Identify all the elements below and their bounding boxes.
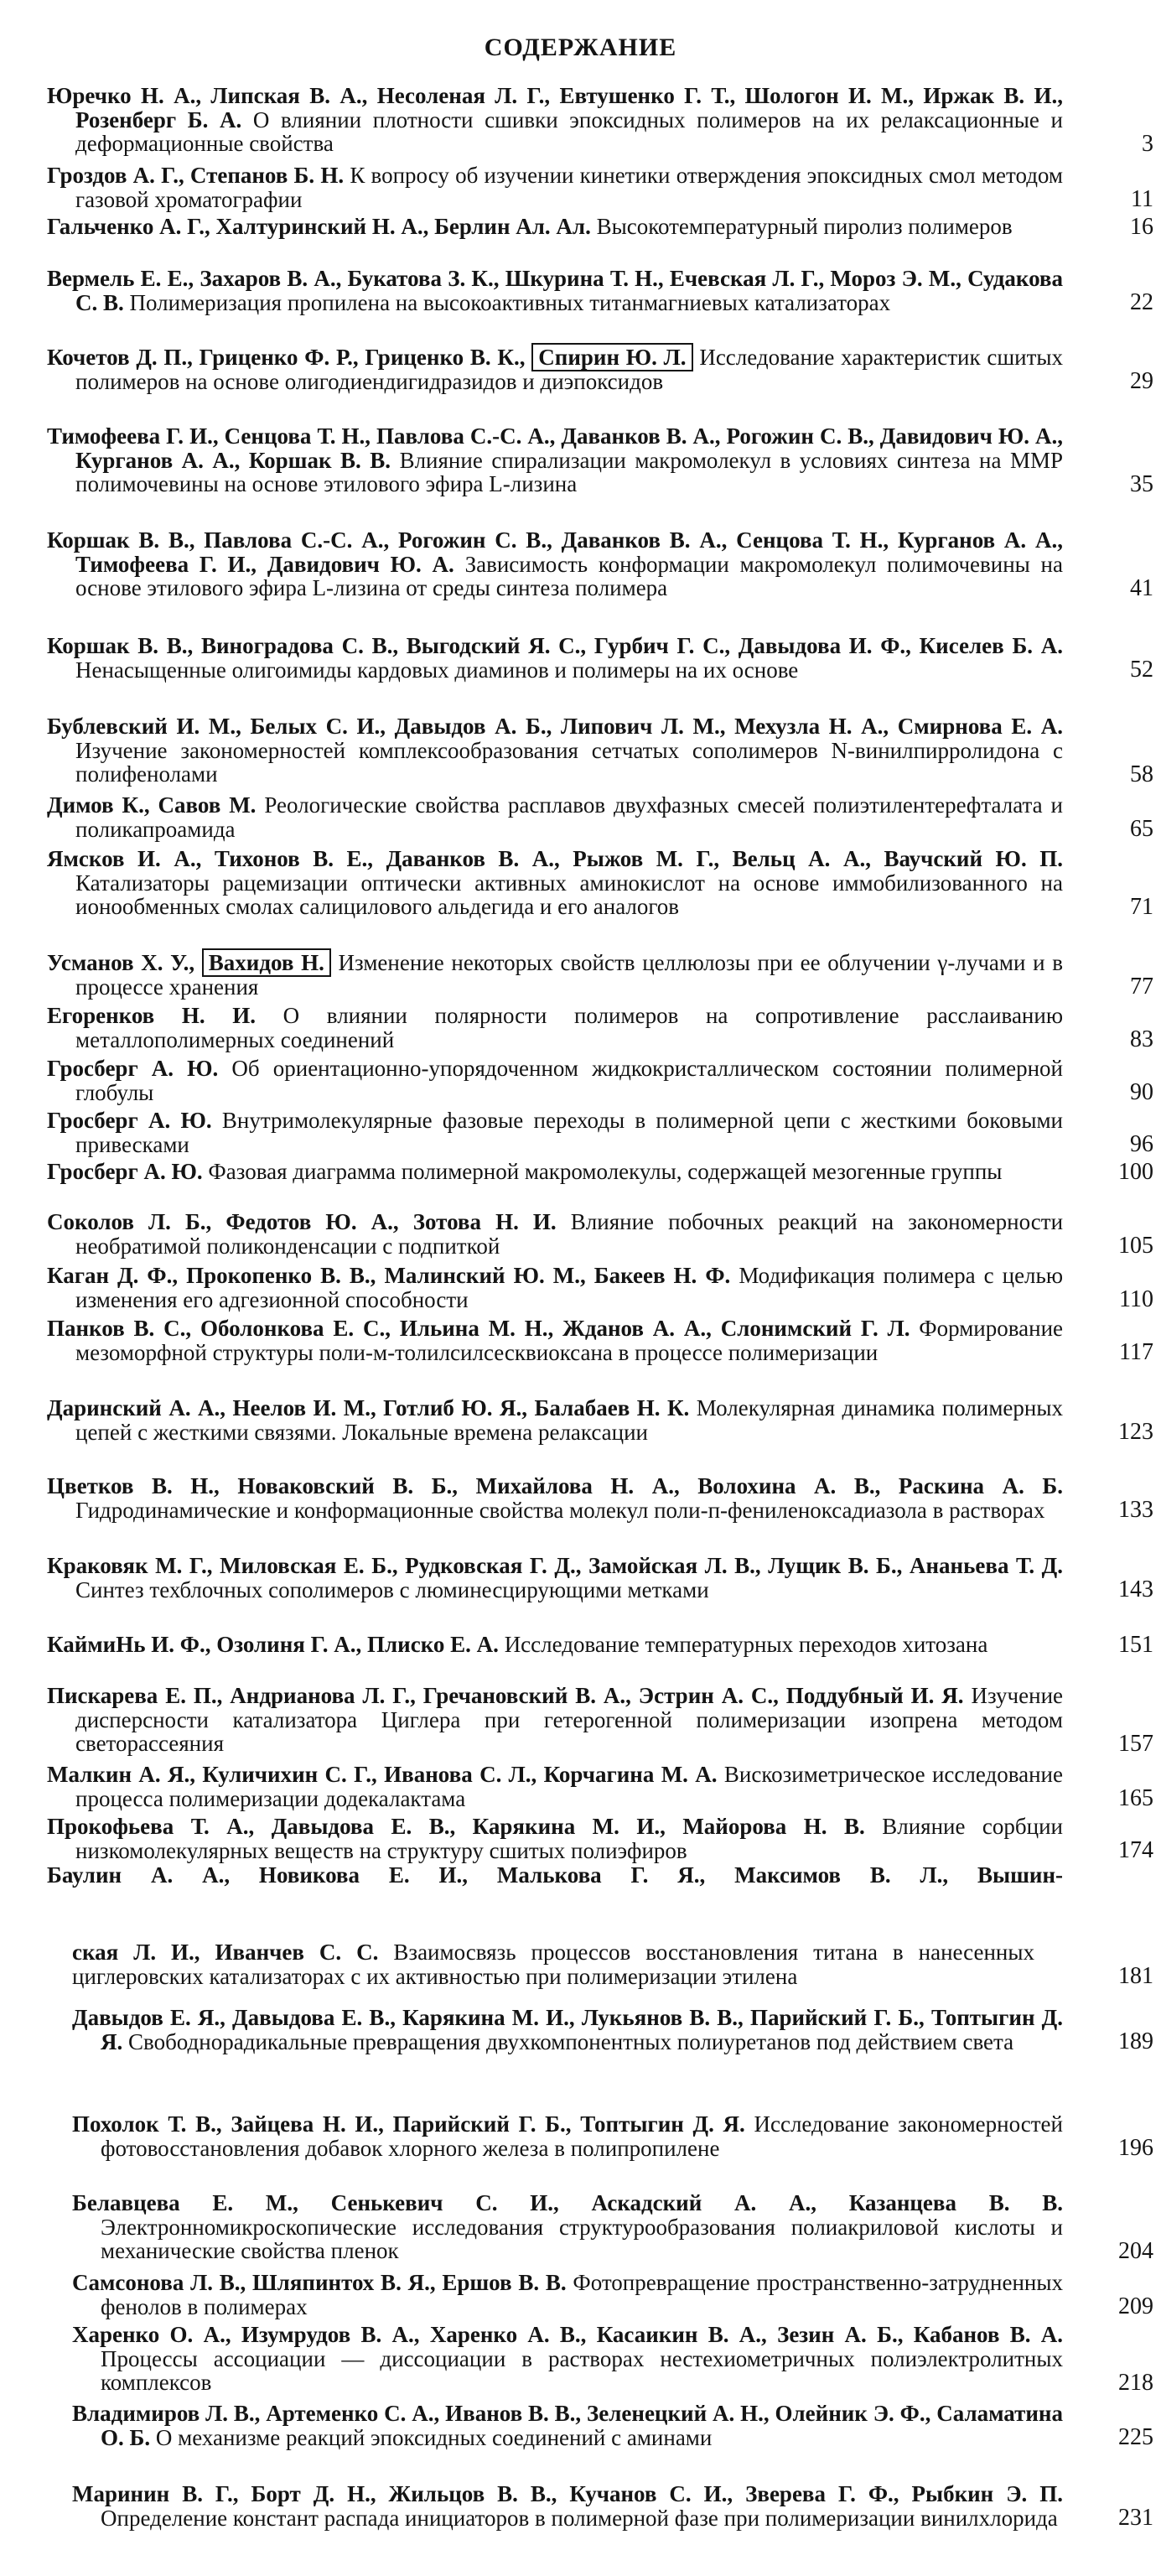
entry-title: Формирование мезоморфной структуры поли-м-толилсилсесквиоксана в процессе полимеризации: [75, 1316, 1064, 1365]
toc-entry: [72, 2112, 1161, 2160]
toc-entry: [47, 793, 1161, 841]
entry-authors: Егоренков Н. И.: [47, 1003, 257, 1028]
entry-page: 105: [1118, 1233, 1153, 1259]
entry-title: Свободнорадикальные превращения двухкомпонентных полиуретанов под действием света: [128, 2028, 1014, 2054]
toc-entry: [47, 215, 1161, 239]
toc-entry: [47, 1109, 1161, 1156]
entry-page: 204: [1118, 2237, 1153, 2264]
entry-title: Высокотемпературный пиролиз полимеров: [596, 214, 1013, 239]
entry-authors: Гроздов А. Г., Степанов Б. Н.: [47, 163, 345, 188]
entry-page: 181: [1118, 1963, 1153, 1989]
entry-page: 151: [1118, 1631, 1153, 1658]
entry-page: 16: [1130, 213, 1153, 240]
entry-title: Электронномикроскопические исследования структурообразования полиакриловой кислоты и механические свойства пленок: [101, 2214, 1063, 2263]
entry-page: 231: [1118, 2505, 1153, 2531]
entry-authors: Соколов Л. Б., Федотов Ю. А., Зотова Н. И.: [47, 1209, 557, 1234]
entry-title: Влияние сорбции низкомолекулярных веществ на структуру сшитых полиэфиров: [75, 1814, 1063, 1863]
entry-authors: Усманов Х. У.,: [47, 950, 195, 975]
toc-entry: [47, 84, 1161, 156]
toc-entry: [47, 1210, 1161, 1258]
entry-authors: Баулин А. А., Новикова Е. И., Малькова Г. Я., Максимов В. Л., Вышин-: [47, 1862, 1063, 1888]
toc-entry: [47, 1160, 1161, 1184]
entry-authors: Коршак В. В., Виноградова С. В., Выгодский Я. С., Гурбич Г. С., Давыдова И. Ф., Киселев Б. А.: [47, 633, 1063, 658]
entry-authors: Кочетов Д. П., Гриценко Ф. Р., Гриценко В. К.,: [47, 345, 526, 370]
entry-title: Исследование закономерностей фотовосстановления добавок хлорного железа в полипропилене: [101, 2111, 1063, 2161]
toc-entry: [47, 1004, 1161, 1052]
entry-title: О влиянии полярности полимеров на сопротивление расслаиванию металлополимерных соединений: [75, 1003, 1063, 1052]
entry-title: Исследование температурных переходов хитозана: [504, 1632, 988, 1657]
entry-authors: Гросберг А. Ю.: [47, 1056, 219, 1081]
entry-authors: Харенко О. А., Изумрудов В. А., Харенко А. В., Касаикин В. А., Зезин А. Б., Кабанов В. А.: [72, 2322, 1063, 2347]
entry-authors: Димов К., Савов М.: [47, 792, 257, 818]
toc-entry: [47, 424, 1161, 496]
entry-title: Об ориентационно-упорядоченном жидкокристаллическом состоянии полимерной глобулы: [75, 1056, 1064, 1105]
entry-title: О влиянии плотности сшивки эпоксидных полимеров на их релаксационные и деформационные свойства: [75, 106, 1063, 156]
toc-entry-split-start: [47, 1863, 1161, 1888]
entry-title: Модификация полимера с целью изменения его адгезионной способности: [75, 1263, 1064, 1312]
entry-title: Исследование характеристик сшитых полимеров на основе олигодиендигидразидов и диэпоксидов: [75, 345, 1064, 394]
entry-authors: Самсонова Л. В., Шляпинтох В. Я., Ершов В. В.: [72, 2270, 567, 2295]
entry-title: Реологические свойства расплавов двухфазных смесей полиэтилентерефталата и поликапроамида: [75, 792, 1063, 842]
entry-title: Молекулярная динамика полимерных цепей с жесткими связями. Локальные времена релаксации: [75, 1395, 1063, 1445]
entry-page: 143: [1118, 1576, 1153, 1602]
entry-authors: Тимофеева Г. И., Сенцова Т. Н., Павлова С.-С. А., Даванков В. А., Рогожин С. В., Давидович Ю. А., Курганов А. А., Коршак В. В.: [47, 423, 1063, 473]
entry-page: 225: [1118, 2424, 1153, 2450]
entry-authors: Белавцева Е. М., Сенькевич С. И., Аскадский А. А., Казанцева В. В.: [72, 2190, 1063, 2215]
entry-page: 22: [1130, 289, 1153, 315]
entry-title: Фотопревращение пространственно-затрудненных фенолов в полимерах: [101, 2270, 1064, 2319]
entry-page: 218: [1118, 2369, 1153, 2396]
entry-authors: Каган Д. Ф., Прокопенко В. В., Малинский Ю. М., Бакеев Н. Ф.: [47, 1263, 731, 1288]
entry-page: 35: [1130, 470, 1153, 497]
toc-entry: [72, 2323, 1161, 2395]
toc-entry: [47, 1633, 1161, 1657]
entry-title: Зависимость конформации макромолекул полимочевины на основе этилового эфира L-лизина от среды синтеза полимера: [75, 551, 1063, 600]
entry-page: 110: [1119, 1286, 1153, 1312]
entry-authors: Гросберг А. Ю.: [47, 1108, 212, 1133]
toc-entry: [47, 267, 1161, 314]
entry-page: 52: [1130, 657, 1153, 683]
entry-title: Взаимосвязь процессов восстановления титана в нанесенных циглеровских катализаторах с их активностью при полимеризации этилена: [72, 1940, 1035, 1989]
entry-page: 189: [1118, 2028, 1153, 2054]
entry-page: 58: [1130, 761, 1153, 787]
entry-authors: Маринин В. Г., Борт Д. Н., Жильцов В. В., Кучанов С. И., Зверева Г. Ф., Рыбкин Э. П.: [72, 2481, 1063, 2506]
entry-title: Полимеризация пропилена на высокоактивных титанмагниевых катализаторах: [129, 289, 891, 315]
toc-entry: [72, 2402, 1161, 2449]
entry-title: К вопросу об изучении кинетики отверждения эпоксидных смол методом газовой хроматографии: [75, 163, 1063, 212]
entry-page: 117: [1119, 1339, 1153, 1365]
entry-authors: Гальченко А. Г., Халтуринский Н. А., Берлин Ал. Ал.: [47, 214, 591, 239]
toc-entry: [47, 1474, 1161, 1522]
entry-authors: КаймиНь И. Ф., Озолиня Г. А., Плиско Е. А.: [47, 1632, 499, 1657]
toc-entry: [47, 714, 1161, 787]
entry-authors: Владимиров Л. В., Артеменко С. А., Иванов В. В., Зеленецкий А. Н., Олейник Э. Ф., Саламатина О. Б.: [72, 2401, 1063, 2450]
entry-authors: Похолок Т. В., Зайцева Н. И., Парийский Г. Б., Топтыгин Д. Я.: [72, 2111, 745, 2137]
entry-title: О механизме реакций эпоксидных соединений с аминами: [155, 2424, 713, 2450]
toc-entry: [47, 1763, 1161, 1810]
toc-entry: [47, 1396, 1161, 1444]
entry-page: 133: [1118, 1497, 1153, 1523]
toc-entry: [47, 634, 1161, 682]
entry-title: Влияние побочных реакций на закономерности необратимой поликонденсации с подпиткой: [75, 1209, 1064, 1259]
entry-page: 174: [1118, 1837, 1153, 1863]
entry-boxed-author: Вахидов Н.: [202, 948, 331, 977]
toc-entry: [72, 2271, 1161, 2319]
entry-authors: ская Л. И., Иванчев С. С.: [72, 1940, 379, 1965]
toc-entry: [72, 2006, 1161, 2054]
toc-entry: [47, 847, 1161, 919]
entry-page: 90: [1130, 1079, 1153, 1105]
entry-page: 3: [1142, 130, 1153, 157]
toc-entry: [47, 1815, 1161, 1862]
entry-title: Гидродинамические и конформационные свойства молекул поли-п-фениленоксадиазола в растворах: [75, 1497, 1045, 1523]
toc-entry: [47, 1684, 1161, 1756]
entry-authors: Ямсков И. А., Тихонов В. Е., Даванков В. А., Рыжов М. Г., Вельц А. А., Ваучский Ю. П.: [47, 846, 1063, 871]
toc-entry: [47, 1264, 1161, 1311]
entry-page: 196: [1118, 2135, 1153, 2161]
entry-page: 100: [1118, 1158, 1153, 1185]
entry-page: 209: [1118, 2293, 1153, 2319]
entry-authors: Бублевский И. М., Белых С. И., Давыдов А. Б., Липович Л. М., Мехузла Н. А., Смирнова Е. А.: [47, 714, 1063, 739]
entry-authors: Юречко Н. А., Липская В. А., Несоленая Л. Г., Евтушенко Г. Т., Шологон И. М., Иржак В. И., Розенберг Б. А.: [47, 83, 1063, 132]
entry-page: 123: [1118, 1419, 1153, 1445]
entry-page: 83: [1130, 1026, 1153, 1052]
toc-entry: [47, 164, 1161, 211]
entry-page: 29: [1130, 368, 1153, 394]
entry-title: Ненасыщенные олигоимиды кардовых диаминов и полимеры на их основе: [75, 657, 799, 683]
entry-authors: Панков В. С., Оболонкова Е. С., Ильина М. Н., Жданов А. А., Слонимский Г. Л.: [47, 1316, 910, 1341]
entry-page: 11: [1131, 186, 1153, 212]
entry-page: 77: [1130, 974, 1153, 1000]
entry-authors: Вермель Е. Е., Захаров В. А., Букатова З. К., Шкурина Т. Н., Ечевская Л. Г., Мороз Э. М., Судакова С. В.: [47, 266, 1063, 315]
toc-entry: [47, 951, 1161, 999]
entry-page: 41: [1130, 574, 1153, 601]
entry-title: Определение констант распада инициаторов в полимерной фазе при полимеризации винилхлорида: [101, 2505, 1058, 2531]
toc-entry: [47, 345, 1161, 393]
entry-title: Фазовая диаграмма полимерной макромолекулы, содержащей мезогенные группы: [208, 1159, 1003, 1184]
entry-boxed-author: Спирин Ю. Л.: [531, 343, 692, 371]
entry-authors: Давыдов Е. Я., Давыдова Е. В., Карякина М. И., Лукьянов В. В., Парийский Г. Б., Топтыгин Д. Я.: [72, 2005, 1063, 2054]
entry-page: 65: [1130, 816, 1153, 842]
toc-entry: [47, 1317, 1161, 1364]
entry-authors: Коршак В. В., Павлова С.-С. А., Рогожин С. В., Даванков В. А., Сенцова Т. Н., Курганов А. А., Тимофеева Г. И., Давидович Ю. А.: [47, 527, 1063, 577]
toc-entry: [47, 1554, 1161, 1602]
entry-title: Изучение закономерностей комплексообразования сетчатых сополимеров N-винилпирролидона с полифенолами: [75, 737, 1063, 787]
entry-title: Синтез техблочных сополимеров с люминесцирующими метками: [75, 1576, 709, 1602]
entry-authors: Гросберг А. Ю.: [47, 1159, 203, 1184]
entry-page: 96: [1130, 1131, 1153, 1157]
entry-page: 71: [1130, 893, 1153, 920]
entry-authors: Даринский А. А., Неелов И. М., Готлиб Ю. Я., Балабаев Н. К.: [47, 1395, 690, 1420]
toc-entry: [47, 1057, 1161, 1104]
entry-authors: Цветков В. Н., Новаковский В. Б., Михайлова Н. А., Волохина А. В., Раскина А. Б.: [47, 1473, 1063, 1498]
toc-entry: [72, 2191, 1161, 2263]
entry-page: 157: [1118, 1730, 1153, 1757]
toc-entry-split-cont: [72, 1940, 1161, 1988]
entry-authors: Прокофьева Т. А., Давыдова Е. В., Карякина М. И., Майорова Н. В.: [47, 1814, 865, 1839]
entry-title: Вискозиметрическое исследование процесса полимеризации додекалактама: [75, 1762, 1063, 1811]
page-title: СОДЕРЖАНИЕ: [484, 34, 677, 61]
entry-title: Изучение дисперсности катализатора Циглера при гетерогенной полимеризации изопрена методом светорассеяния: [75, 1683, 1063, 1756]
entry-title: Влияние спирализации макромолекул в условиях синтеза на ММР полимочевины на основе этилового эфира L-лизина: [75, 447, 1064, 496]
entry-authors: Пискарева Е. П., Андрианова Л. Г., Гречановский В. А., Эстрин А. С., Поддубный И. Я.: [47, 1683, 964, 1708]
entry-title: Катализаторы рацемизации оптически активных аминокислот на основе иммобилизованного на ионообменных смолах салицилового альдегида и его аналогов: [75, 870, 1063, 919]
entry-title: Процессы ассоциации — диссоциации в растворах нестехиометричных полиэлектролитных комплексов: [101, 2345, 1063, 2395]
entry-authors: Малкин А. Я., Куличихин С. Г., Иванова С. Л., Корчагина М. А.: [47, 1762, 718, 1787]
entry-title: Изменение некоторых свойств целлюлозы при ее облучении γ-лучами и в процессе хранения: [75, 950, 1063, 1000]
toc-entry: [72, 2482, 1161, 2530]
entry-authors: Краковяк М. Г., Миловская Е. Б., Рудковская Г. Д., Замойская Л. В., Лущик В. Б., Ананьева Т. Д.: [47, 1553, 1063, 1578]
entry-page: 165: [1118, 1785, 1153, 1811]
entry-title: Внутримолекулярные фазовые переходы в полимерной цепи с жесткими боковыми привесками: [75, 1108, 1064, 1157]
toc-entry: [47, 528, 1161, 600]
